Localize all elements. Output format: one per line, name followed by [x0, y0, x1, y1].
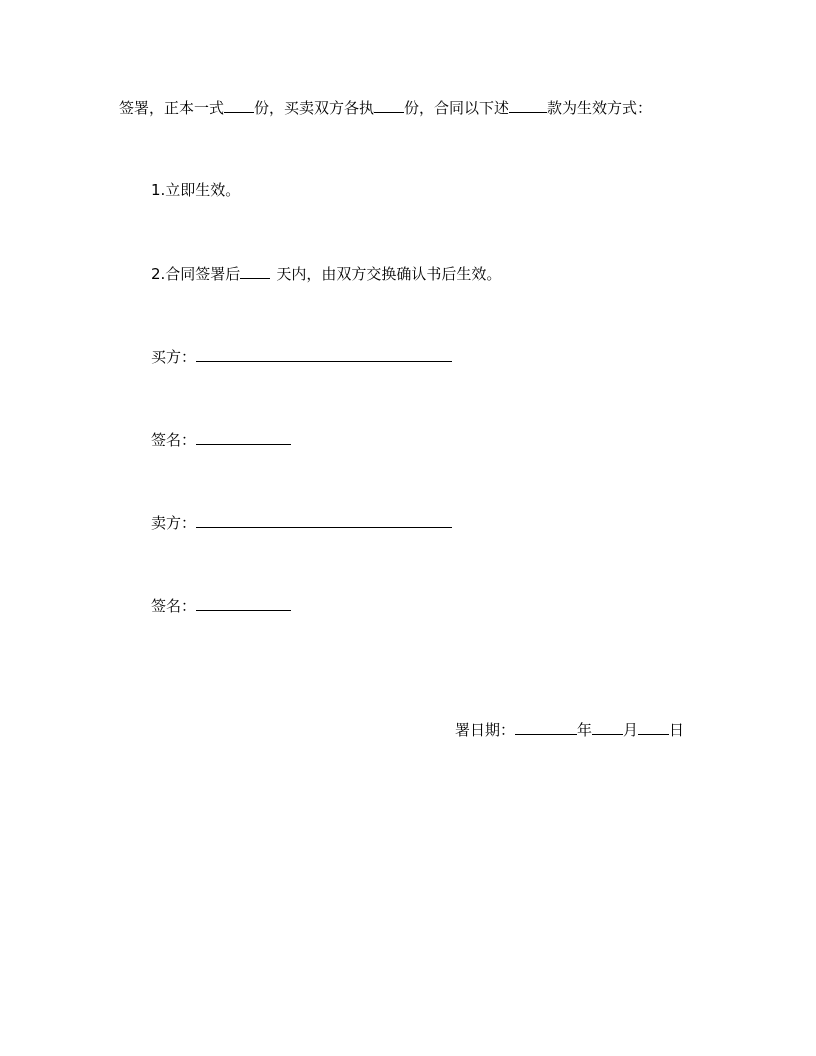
days-blank[interactable] [240, 263, 270, 279]
buyer-sign-field[interactable] [196, 429, 291, 445]
year-field[interactable] [515, 719, 577, 735]
each-party-copies-blank[interactable] [374, 97, 404, 113]
clause-text-2: 份，买卖双方各执 [254, 99, 375, 117]
clause-number-blank[interactable] [509, 97, 547, 113]
month-label: 月 [623, 721, 639, 739]
clause-text-4: 款为生效方式： [547, 99, 653, 117]
clause-text-3: 份，合同以下述 [404, 99, 510, 117]
seller-row [151, 512, 452, 533]
copies-blank[interactable] [224, 97, 254, 113]
buyer-sign-label: 签名： [151, 431, 197, 449]
seller-sign-label: 签名： [151, 597, 197, 615]
buyer-label: 买方： [151, 348, 197, 366]
seller-sign-row [151, 595, 291, 616]
seller-field[interactable] [196, 512, 452, 528]
buyer-row [151, 346, 452, 367]
buyer-sign-row [151, 429, 291, 450]
option-1 [151, 180, 240, 200]
day-field[interactable] [638, 719, 669, 735]
option-2 [151, 263, 501, 284]
option-2-text-b: 天内，由双方交换确认书后生效。 [276, 265, 502, 283]
option-2-text-a: 2.合同签署后 [151, 265, 241, 283]
year-label: 年 [577, 721, 593, 739]
date-label: 署日期： [455, 721, 516, 739]
signing-date-row [455, 719, 684, 740]
month-field[interactable] [592, 719, 623, 735]
seller-label: 卖方： [151, 514, 197, 532]
option-1-text: 1.立即生效。 [151, 181, 241, 199]
effectiveness-clause [119, 97, 652, 118]
buyer-field[interactable] [196, 346, 452, 362]
clause-text-1: 签署，正本一式 [119, 99, 225, 117]
seller-sign-field[interactable] [196, 595, 291, 611]
day-label: 日 [669, 721, 685, 739]
